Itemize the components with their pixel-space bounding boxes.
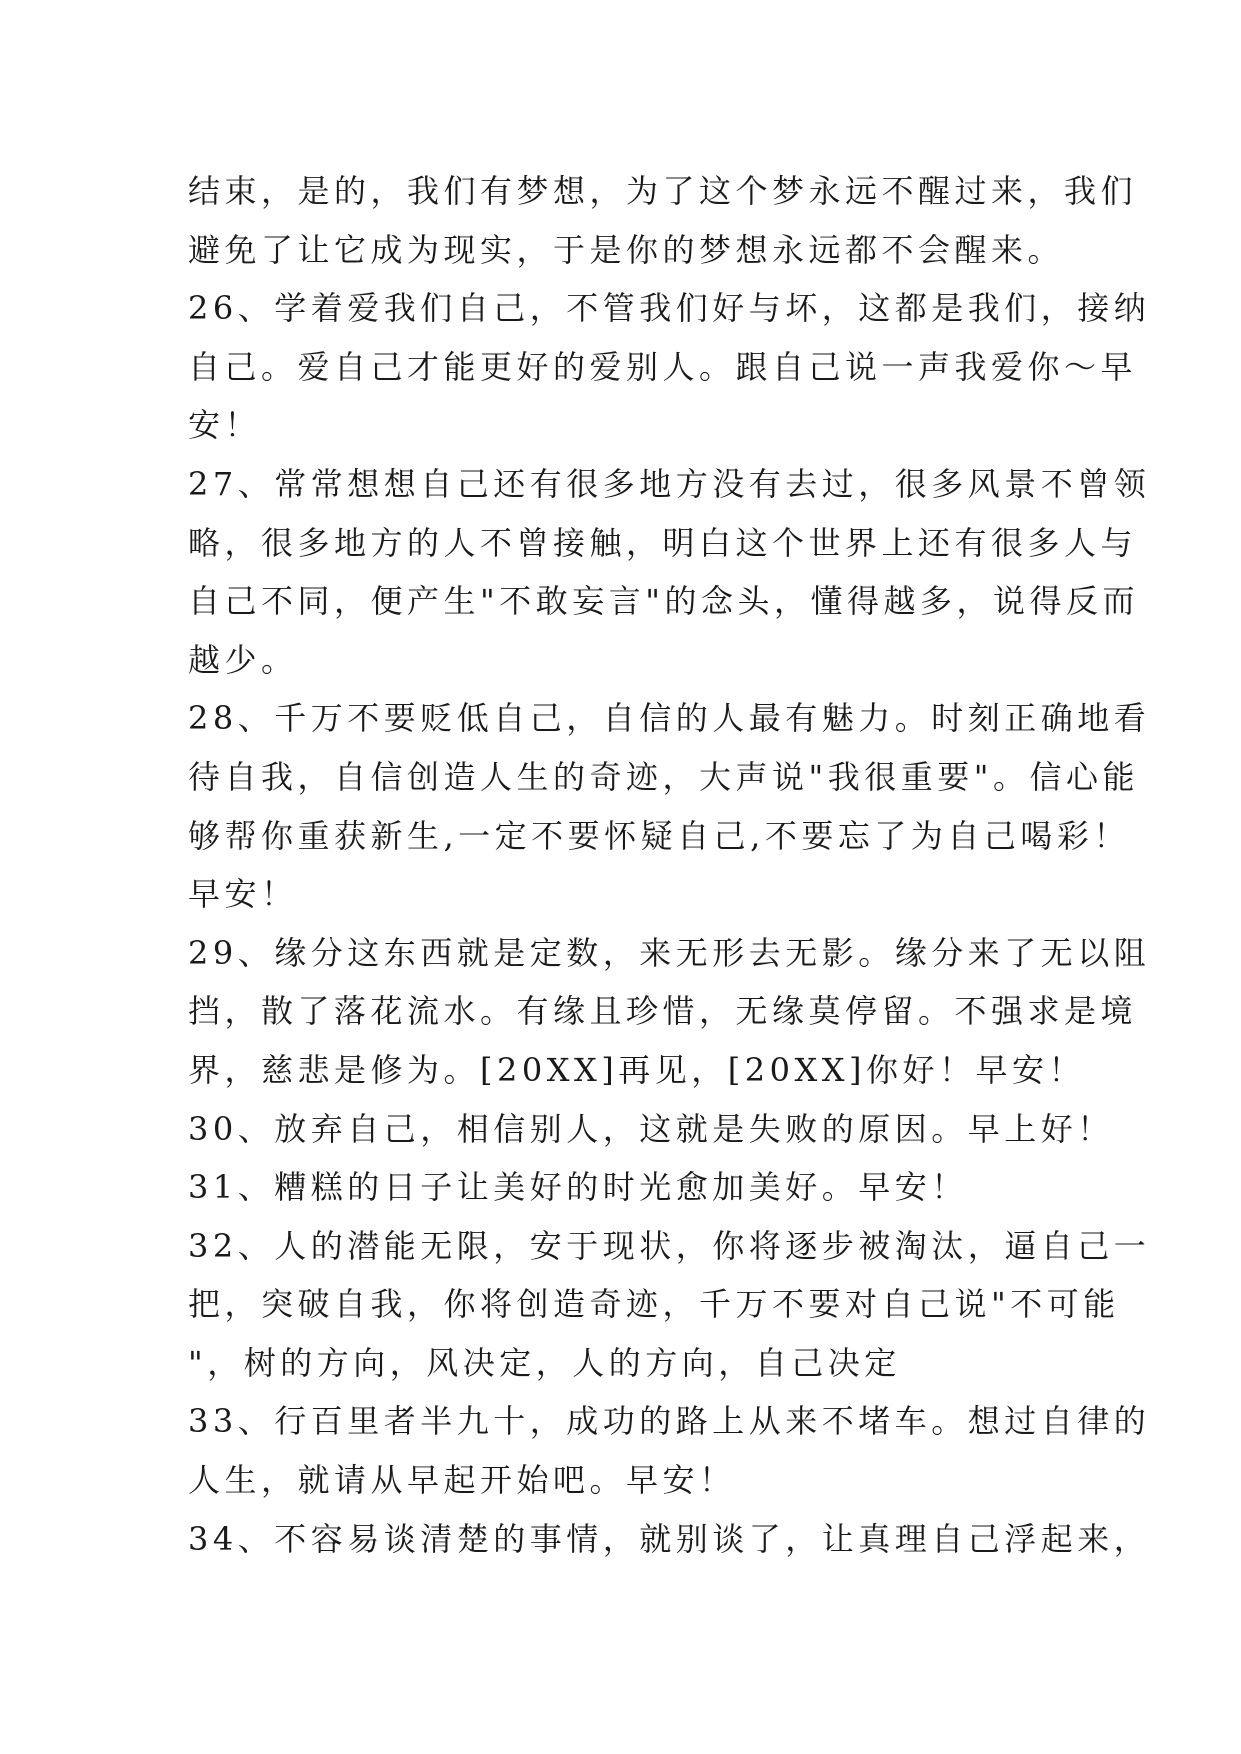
- text-line: 自己不同，便产生"不敢妄言"的念头，懂得越多，说得反而: [188, 582, 1139, 621]
- text-line: 待自我，自信创造人生的奇迹，大声说"我很重要"。信心能: [188, 757, 1139, 796]
- text-line: 够帮你重获新生,一定不要怀疑自己,不要忘了为自己喝彩！: [188, 816, 1130, 855]
- text-line: 挡，散了落花流水。有缘且珍惜，无缘莫停留。不强求是境: [188, 992, 1138, 1031]
- paragraph-item-34: [188, 1510, 1151, 1569]
- paragraph-item-27: [188, 455, 1151, 689]
- text-line: 略，很多地方的人不曾接触，明白这个世界上还有很多人与: [188, 523, 1138, 562]
- text-line: 人生，就请从早起开始吧。早安！: [188, 1461, 736, 1500]
- paragraph-item-30: [188, 1100, 1114, 1159]
- text-line: 27、常常想想自己还有很多地方没有去过，很多风景不曾领: [188, 464, 1151, 503]
- text-line: "，树的方向，风决定，人的方向，自己决定: [188, 1343, 901, 1382]
- text-line: 34、不容易谈清楚的事情，就别谈了，让真理自己浮起来，: [188, 1519, 1151, 1558]
- paragraph-item-32: [188, 1217, 1151, 1393]
- text-line: 31、糟糕的日子让美好的时光愈加美好。早安！: [188, 1168, 968, 1207]
- paragraph-item-33: [188, 1392, 1151, 1509]
- paragraph-item-29: [188, 924, 1151, 1100]
- text-line: 把，突破自我，你将创造奇迹，千万不要对自己说"不可能: [188, 1285, 1120, 1324]
- text-line: 28、千万不要贬低自己，自信的人最有魅力。时刻正确地看: [188, 699, 1151, 738]
- text-line: 早安！: [188, 875, 298, 914]
- text-line: 33、行百里者半九十，成功的路上从来不堵车。想过自律的: [188, 1402, 1151, 1441]
- text-line: 自己。爱自己才能更好的爱别人。跟自己说一声我爱你～早: [188, 347, 1138, 386]
- paragraph-item-26: [188, 279, 1151, 455]
- text-line: 安！: [188, 406, 262, 445]
- text-line: 界，慈悲是修为。[20XX]再见，[20XX]你好！早安！: [188, 1050, 1086, 1089]
- text-line: 26、学着爱我们自己，不管我们好与坏，这都是我们，接纳: [188, 289, 1151, 328]
- paragraph-continuation: [188, 162, 1138, 279]
- text-line: 结束，是的，我们有梦想，为了这个梦永远不醒过来，我们: [188, 172, 1138, 210]
- paragraph-item-28: [188, 689, 1151, 923]
- text-line: 避免了让它成为现实，于是你的梦想永远都不会醒来。: [188, 230, 1065, 269]
- body-text: [188, 162, 1151, 1568]
- text-line: 32、人的潜能无限，安于现状，你将逐步被淘汰，逼自己一: [188, 1226, 1151, 1265]
- paragraph-item-31: [188, 1158, 1068, 1217]
- text-line: 越少。: [188, 640, 298, 679]
- text-line: 30、放弃自己，相信别人，这就是失败的原因。早上好！: [188, 1109, 1114, 1148]
- text-line: 29、缘分这东西就是定数，来无形去无影。缘分来了无以阻: [188, 933, 1151, 972]
